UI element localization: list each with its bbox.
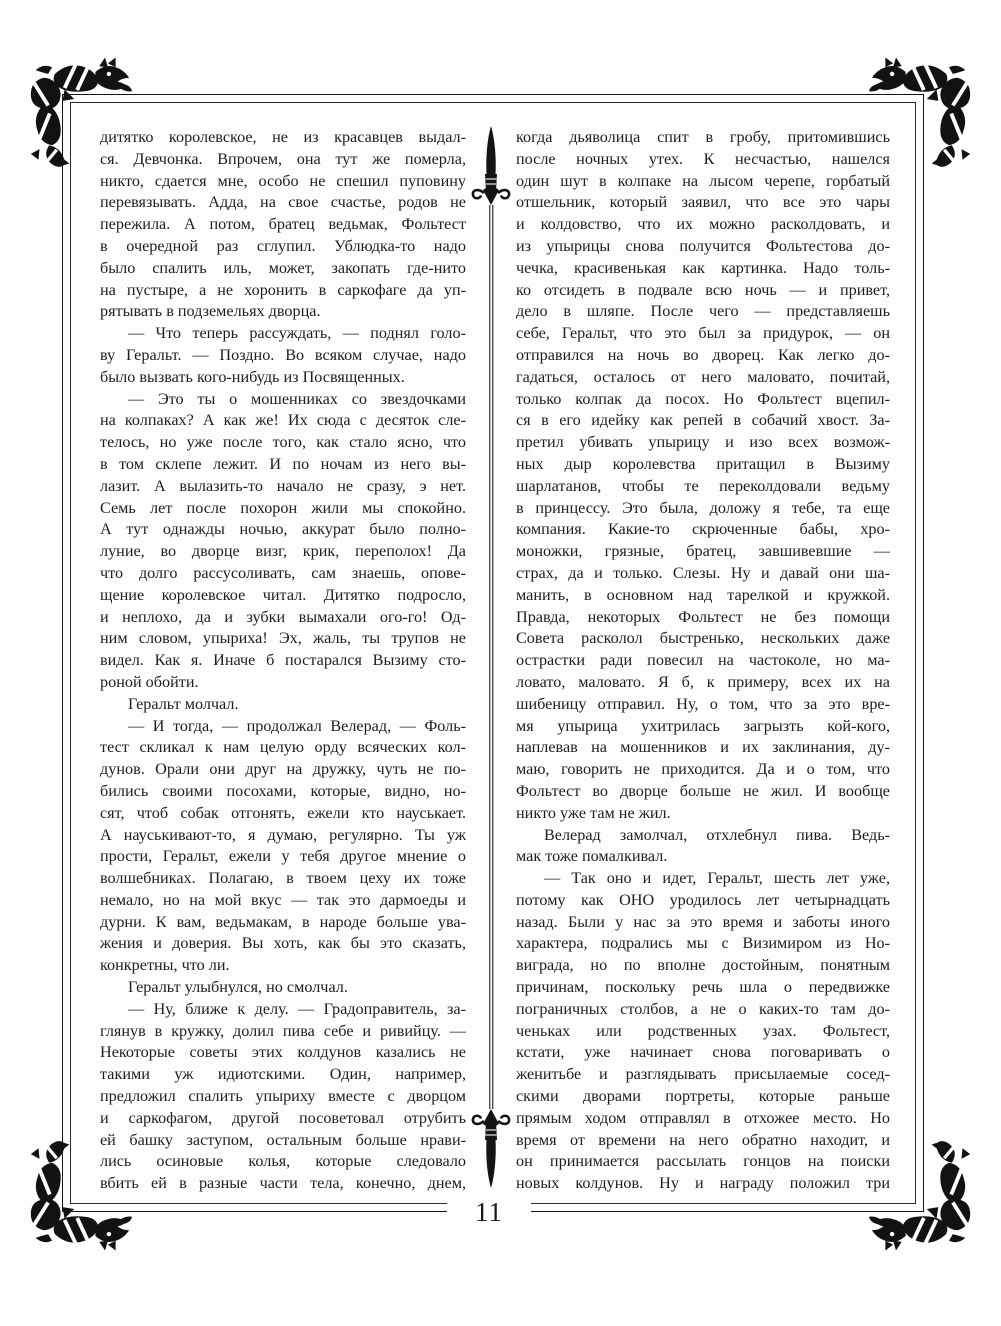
text-line: роной обойти. [100,672,199,691]
text-line: гадаться, осталось от него маловато, почитай, [516,367,890,386]
text-line: и колдовство, что их можно расколдовать, и [516,215,890,234]
text-line: когда дьяволица спит в гробу, притомившись [516,128,890,146]
text-line: перевязывать. Адда, на свое счастье, родов не [100,193,466,212]
text-line: А тут однажды ночью, аккурат было полно- [100,520,466,539]
text-line: дунов. Орали они друг на дружку, чуть не по- [100,760,466,779]
text-line: в принцессу. Это была, доложу я тебе, та еще [516,498,890,517]
text-line: было вызвать кого-нибудь из Посвященных. [100,367,405,386]
text-line: ловато, маловато. Я б, к примеру, всех их на [516,672,890,691]
text-line: лись осиновые колья, которые следовало [100,1152,466,1171]
text-line: никто, сдается мне, особо не спешил пуповину [100,171,466,190]
text-line: предложил спалить упыриху вместе с дворцом [100,1087,466,1106]
text-line: конкретны, что ли. [100,956,230,975]
text-line: потому как ОНО уродилось лет четырнадцать [516,890,890,909]
corner-gargoyle-ornament-icon [869,1140,975,1252]
corner-gargoyle-ornament-icon [26,1140,132,1252]
page-number: 11 [475,1197,503,1227]
text-line: он принимается рассылать гонцов на поиски [516,1152,890,1171]
text-line: время от времени на него обратно находит, и [516,1130,890,1149]
text-line: Велерад замолчал, отхлебнул пива. Ведь- [544,825,890,844]
text-line: на колпаках? А как же! Их сюда с десяток сле- [100,411,466,430]
text-line: — И тогда, — продолжал Велерад, — Фоль- [128,716,466,735]
text-line: Геральт улыбнулся, но смолчал. [128,978,348,997]
text-line: ных дыр королевства притащил в Вызиму [516,454,890,473]
text-line: сят, чтоб собак отгонять, ежели кто науськает. [100,803,466,822]
text-line: — Это ты о мошенниках со звездочками [128,389,466,408]
text-line: и саркофагом, другой посоветовал отрубить [100,1108,466,1127]
text-line: манить, в основном над тарелкой и кружкой. [516,585,890,604]
text-line: пережила. А потом, братец ведьмак, Фольтест [100,215,466,234]
corner-gargoyle-ornament-icon [26,56,132,168]
text-line: один шут в колпаке на лысом черепе, горбатый [516,171,890,190]
text-line: после ночных утех. К несчастью, нашелся [516,149,890,168]
text-line: Совета расколол быстренько, нескольких даже [516,629,890,648]
text-line: кстати, уже начинает снова поговаривать о [516,1043,890,1062]
text-line: ся. Девчонка. Впрочем, она тут же померла, [100,149,466,168]
text-line: шарлатанов, чтобы те переколдовали ведьму [516,476,890,495]
text-line: прямым ходом отправлял в отхожее место. Но [516,1108,890,1127]
text-line: мя упырица ухитрилась загрызть кой-кого, [516,716,890,735]
text-line: — Что теперь рассуждать, — поднял голо- [128,324,466,343]
text-line: такими уж идиотскими. Один, например, [100,1065,466,1084]
text-line: рятывать в подземельях дворца. [100,302,321,321]
text-line: острастки ради повесил на частоколе, но ма- [516,651,890,670]
text-line: дурни. К вам, ведьмакам, в народе больше ува- [100,912,466,931]
text-line: дело в шляпе. После чего — представляешь [516,302,890,321]
text-column-right [516,127,890,1195]
text-line: было спалить иль, может, закопать где-нито [100,258,466,277]
text-line: только колпак да посох. Но Фольтест вцепил- [516,389,890,408]
text-line: Правда, некоторых Фольтест не без помощи [516,607,890,626]
text-line: маю, говорить не приходится. Да и о том, что [516,760,890,779]
text-line: волшебниках. Полагаю, в твоем цеху их тоже [100,869,466,888]
text-column-left [100,127,466,1195]
text-line: ся в его идейку как репей в собачий хвост. За- [516,411,890,430]
text-line: немало, но на мой вкус — так это дармоеды и [100,890,466,909]
text-line: себе, Геральт, что это был за придурок, — он [516,324,890,343]
text-line: чечка, красивенькая как картинка. Надо толь- [516,258,890,277]
text-line: в очередной раз сглупил. Ублюдка-то надо [100,236,466,255]
text-line: луние, во дворце визг, крик, переполох! Да [100,542,466,561]
text-line: страх, да и только. Слезы. Ну и давай они ша- [516,563,890,582]
text-line: компания. Какие-то скрюченные бабы, хро- [516,520,890,539]
text-line: ченьках или родственных узах. Фольтест, [516,1021,890,1040]
text-line: претил убивать упырицу и изо всех возмож- [516,433,890,452]
text-line: на пустыре, а не хоронить в саркофаге да уп- [100,280,466,299]
text-line: тест скликал к нам целую орду всяческих кол- [100,738,466,757]
text-line: моножки, грязные, братец, завшивевшие — [516,542,890,561]
text-line: телось, но уже после того, как стало ясно, что [100,433,466,452]
text-line: дитятко королевское, не из красавцев выдал- [100,128,466,146]
text-line: видел. Как я. Иначе б постарался Вызиму сто- [100,651,466,670]
text-line: прости, Геральт, ежели у тебя другое мнение о [100,847,466,866]
text-line: женитьбе и разглядывать присылаемые сосед- [516,1065,890,1084]
text-line: наплевав на мошенников и их заклинания, ду- [516,738,890,757]
text-line: Фольтест во дворце больше не жил. И вообще [516,781,890,800]
text-line: мак тоже помалкивал. [516,847,668,866]
text-line: ним словом, упыриха! Эх, жаль, ты трупов не [100,629,466,648]
corner-gargoyle-ornament-icon [869,56,975,168]
sword-divider-ornament-icon [470,124,512,1190]
text-line: глянув в кружку, долил пива себе и ривийцу. — [100,1021,466,1040]
text-line: ко отсидеть в подвале всю ночь — и привет, [516,280,890,299]
text-line: — Так оно и идет, Геральт, шесть лет уже, [544,869,890,888]
text-line: Семь лет после похорон жили мы спокойно. [100,498,466,517]
text-line: лазит. А вылазить-то начало не сразу, э нет. [100,476,466,495]
text-line: шибеницу отправил. Ну, о том, что за это вре- [516,694,890,713]
text-line: отшельник, который заявил, что все это чары [516,193,890,212]
text-line: Геральт молчал. [128,694,239,713]
text-line: А науськивают-то, я думаю, регулярно. Ты уж [100,825,466,844]
text-line: — Ну, ближе к делу. — Градоправитель, за- [128,999,466,1018]
text-line: скими дворами портреты, которые раньше [516,1087,890,1106]
text-line: щение королевское читал. Дитятко подросло, [100,585,466,604]
text-line: жения и доверия. Вы хоть, как бы это сказать, [100,934,466,953]
text-line: Некоторые советы этих колдунов казались не [100,1043,466,1062]
text-line: виграда, но по вполне достойным, понятным [516,956,890,975]
text-line: ей башку заступом, остальным больше нрави- [100,1130,466,1149]
text-line: отправился на ночь во дворец. Как легко до- [516,345,890,364]
text-line: новых колдунов. Ну и награду положил три [516,1174,890,1193]
text-line: ву Геральт. — Поздно. Во всяком случае, надо [100,345,466,364]
text-line: назад. Были у нас за это время и заботы иного [516,912,890,931]
text-line: никто уже там не жил. [516,803,671,822]
text-line: и неплохо, да и зубки вымахали ого-го! Од- [100,607,466,626]
text-line: в том склепе лежит. И по ночам из него вы- [100,454,466,473]
text-line: характера, подрались мы с Визимиром из Но- [516,934,890,953]
text-line: пограничных столбов, а не о каких-то там до- [516,999,890,1018]
text-line: причинам, поскольку речь шла о передвижке [516,978,890,997]
text-line: вбить ей в разные части тела, конечно, днем, [100,1174,466,1193]
text-line: что долго рассусоливать, сам знаешь, опове- [100,563,466,582]
text-line: из упырицы снова получится Фольтестова до- [516,236,890,255]
text-line: бились своими посохами, которые, видно, но- [100,781,466,800]
